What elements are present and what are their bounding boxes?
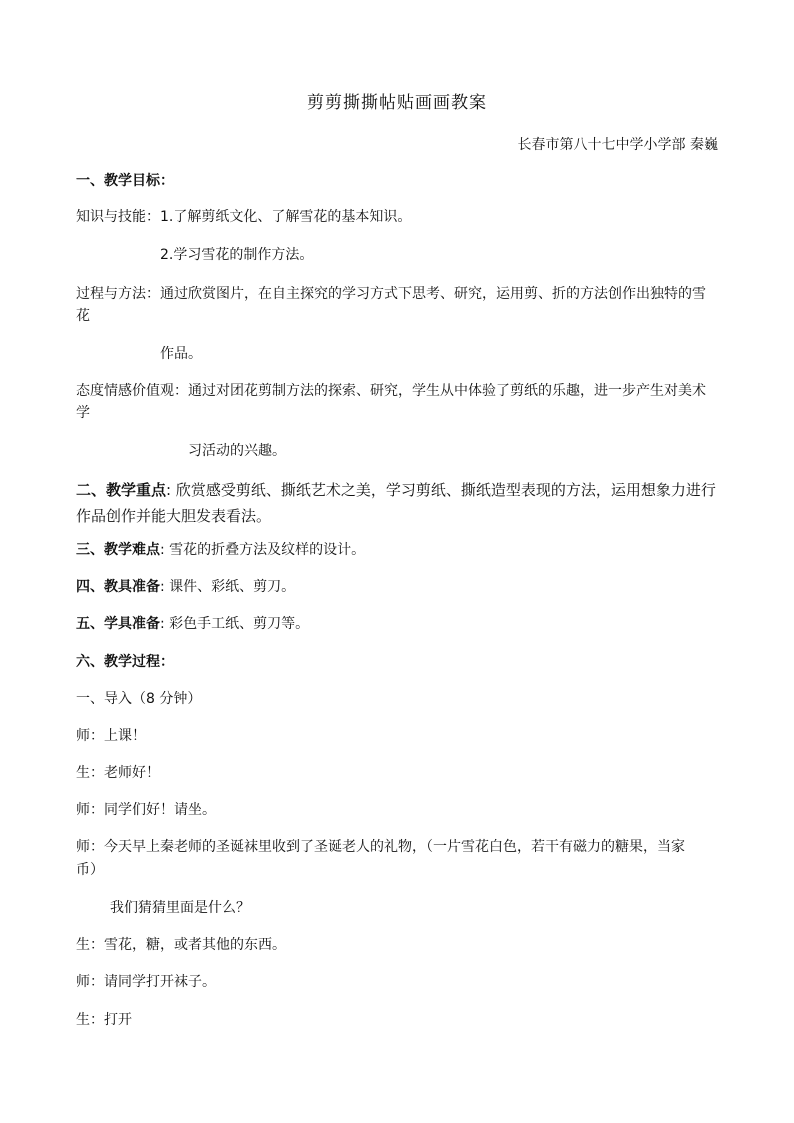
- section-key-points: [76, 477, 718, 529]
- dialogue-line: 生：打开: [76, 1012, 132, 1028]
- attitude-line: [76, 382, 706, 400]
- difficulties-text: : 雪花的折叠方法及纹样的设计。: [160, 542, 366, 558]
- process-continuation: 作品。: [160, 346, 202, 362]
- dialogue-line: 师：今天早上秦老师的圣诞袜里收到了圣诞老人的礼物，（一片雪花白色，若干有磁力的糖果，当家: [76, 839, 685, 855]
- knowledge-item-2: 2.学习雪花的制作方法。: [160, 247, 314, 263]
- attitude-label: 态度情感价值观：: [76, 383, 188, 399]
- knowledge-item-1: 1.了解剪纸文化、了解雪花的基本知识。: [160, 209, 412, 225]
- teaching-aids-text: : 课件、彩纸、剪刀。: [160, 579, 296, 595]
- attitude-text: 通过对团花剪制方法的探索、研究，学生从中体验了剪纸的乐趣，进一步产生对美术: [188, 383, 706, 399]
- difficulties-heading: 三、教学难点: [76, 542, 160, 558]
- attitude-continuation: 习活动的兴趣。: [188, 443, 286, 459]
- section-difficulties: [76, 541, 365, 559]
- knowledge-label: 知识与技能：: [76, 209, 160, 225]
- process-text: 通过欣赏图片，在自主探究的学习方式下思考、研究，运用剪、折的方法创作出独特的雪: [160, 286, 706, 302]
- page-title: 剪剪撕撕帖贴画画教案: [307, 93, 487, 113]
- section-objectives-heading: 一、教学目标：: [76, 173, 174, 189]
- learning-tools-heading: 五、学具准备: [76, 616, 160, 632]
- teaching-aids-heading: 四、教具准备: [76, 579, 160, 595]
- section-teaching-aids: [76, 578, 295, 596]
- dialogue-line: 生：老师好！: [76, 765, 160, 781]
- section-learning-tools: [76, 615, 309, 633]
- dialogue-line: 师：同学们好！请坐。: [76, 802, 216, 818]
- learning-tools-text: : 彩色手工纸、剪刀等。: [160, 616, 310, 632]
- knowledge-line-1: [76, 208, 411, 226]
- step-intro: 一、导入（8 分钟）: [76, 691, 202, 707]
- dialogue-line: 师：请同学打开袜子。: [76, 974, 216, 990]
- key-points-text: : 欣赏感受剪纸、撕纸艺术之美，学习剪纸、撕纸造型表现的方法，运用想象力进行作品创作并能大胆发表看法。: [76, 481, 716, 525]
- dialogue-line: 我们猜猜里面是什么？: [110, 900, 250, 916]
- process-label: 过程与方法：: [76, 286, 160, 302]
- dialogue-line: 师：上课！: [76, 728, 146, 744]
- dialogue-line-wrap: 币）: [76, 862, 104, 878]
- process-wrap: 花: [76, 308, 90, 324]
- process-line: [76, 285, 706, 303]
- author-line: 长春市第八十七中学小学部 秦巍: [517, 137, 718, 153]
- attitude-wrap: 学: [76, 405, 90, 421]
- section-process-heading: 六、教学过程：: [76, 654, 174, 670]
- dialogue-line: 生：雪花，糖，或者其他的东西。: [76, 937, 286, 953]
- key-points-heading: 二、教学重点: [76, 481, 167, 499]
